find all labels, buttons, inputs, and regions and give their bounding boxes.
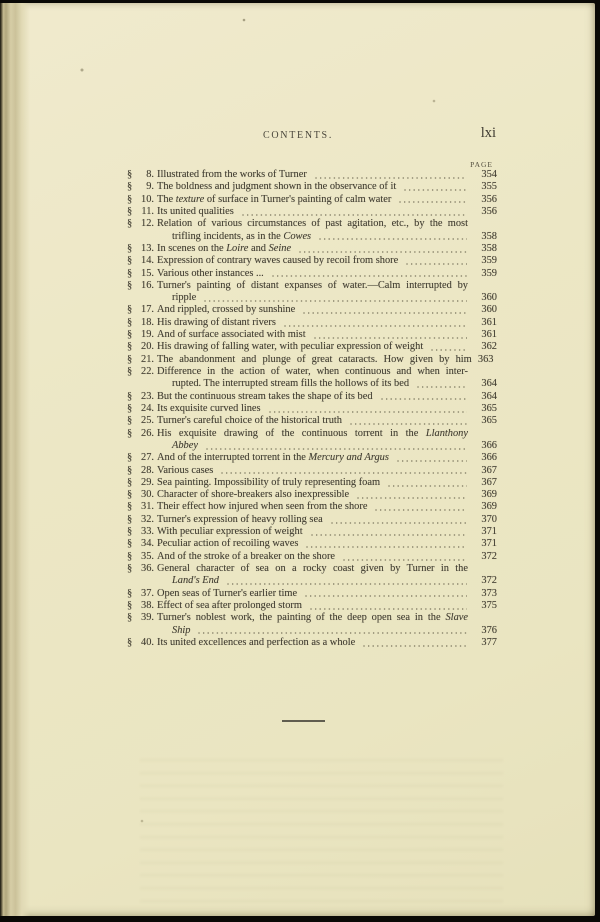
section-mark [127,280,154,292]
section-number: 14. [141,255,154,267]
section-symbol: § [127,205,133,217]
toc-list [127,169,497,649]
page-number: 356 [481,205,497,217]
section-number: 25. [141,415,154,427]
toc-entry [127,501,497,513]
section-symbol: § [127,489,133,501]
toc-line [127,391,497,403]
section-number: 15. [141,267,154,279]
section-mark [127,538,154,550]
toc-line [127,341,497,353]
toc-entry [127,489,497,501]
dot-leader [356,496,467,500]
entry-text: His drawing of distant rivers [157,316,276,328]
section-symbol: § [127,181,133,193]
section-symbol: § [127,193,133,205]
dot-leader [380,397,467,401]
section-mark [127,514,154,526]
section-mark [127,428,154,440]
section-number: 22. [141,366,154,377]
page-number: 355 [481,181,497,193]
section-mark [127,169,154,181]
section-mark [127,206,154,218]
toc-line [127,551,497,563]
page-number: 366 [481,452,497,464]
dot-leader [314,176,467,180]
section-number: 23. [141,390,154,402]
page-number: 377 [481,636,497,648]
section-mark [127,304,154,316]
page-number: 369 [481,489,497,501]
section-symbol: § [127,329,133,341]
toc-line [127,465,497,477]
section-mark [127,341,154,353]
toc-entry [127,268,497,280]
dot-leader [342,558,467,562]
toc-entry [127,612,497,637]
entry-text: And of surface associated with mist [157,329,306,341]
page-number: 371 [481,526,497,538]
book-page [0,3,595,916]
entry-text-continuation: Ship [172,624,191,636]
entry-text: General character of sea on a rocky coast given by Turner in the [157,563,468,574]
section-number: 32. [141,513,154,525]
toc-line [127,625,497,637]
entry-text: Various cases [157,464,214,476]
dot-leader [310,533,467,537]
dot-leader [197,631,467,635]
toc-line [127,612,497,624]
section-symbol: § [127,242,133,254]
dot-leader [313,336,467,340]
page-number: 371 [481,538,497,550]
page-number: 364 [481,378,497,390]
section-mark [127,600,154,612]
entry-text-continuation: ripple [172,292,197,304]
section-mark [127,588,154,600]
section-symbol: § [127,476,133,488]
section-symbol: § [127,513,133,525]
entry-text: Various other instances ... [157,267,264,279]
section-mark [127,477,154,489]
dot-leader [403,188,467,192]
entry-text-continuation: trifling incidents, as in the Cowes [172,230,312,242]
dot-leader [318,237,467,241]
toc-line [127,637,497,649]
dot-leader [302,311,467,315]
page-number: 358 [481,242,497,254]
binding-fold-edge [0,3,30,916]
toc-entry [127,391,497,403]
section-symbol: § [127,427,133,439]
section-symbol: § [127,341,133,353]
dot-leader [205,447,467,451]
entry-text: Character of shore-breakers also inexpressible [157,489,350,501]
entry-text: Difference in the action of water, when continuous and when inter- [157,366,468,377]
page-number: 376 [481,624,497,636]
entry-text: Effect of sea after prolonged storm [157,599,302,611]
entry-text: The abandonment and plunge of great cataracts. How given by him 363 [157,353,494,365]
section-number: 37. [141,587,154,599]
dot-leader [430,348,467,352]
show-through-text [140,759,503,909]
section-symbol: § [127,255,133,267]
section-mark [127,489,154,501]
section-symbol: § [127,304,133,316]
dot-leader [203,299,467,303]
section-mark [127,612,154,624]
page-number: 365 [481,415,497,427]
page-number: 365 [481,402,497,414]
section-number: 27. [141,452,154,464]
page-number: 363 [477,353,494,365]
section-number: 9. [146,181,154,193]
section-number: 30. [141,489,154,501]
toc-entry [127,354,497,366]
toc-line [127,354,497,366]
section-symbol: § [127,218,133,230]
folio-page-number: lxi [480,125,496,141]
toc-entry [127,255,497,267]
toc-line [127,280,497,292]
dot-leader [309,607,467,611]
toc-entry [127,280,497,305]
dot-leader [271,274,467,278]
section-number: 10. [141,193,154,205]
page-number: 356 [481,193,497,205]
section-symbol: § [127,599,133,611]
section-number: 26. [141,427,154,439]
entry-text: Turner's careful choice of the historical truth [157,415,342,427]
toc-line [127,268,497,280]
page-number: 361 [481,316,497,328]
section-symbol: § [127,501,133,513]
section-symbol: § [127,464,133,476]
dot-leader [387,484,467,488]
section-number: 31. [141,501,154,513]
section-mark [127,354,154,366]
entry-text: Turner's expression of heavy rolling sea [157,513,323,525]
page-number: 373 [481,587,497,599]
toc-line [127,526,497,538]
section-mark [127,181,154,193]
toc-line [127,428,497,440]
toc-entry [127,514,497,526]
section-number: 17. [141,304,154,316]
toc-entry [127,600,497,612]
toc-entry [127,403,497,415]
toc-line [127,477,497,489]
toc-entry [127,538,497,550]
toc-line [127,452,497,464]
section-number: 40. [141,636,154,648]
section-number: 38. [141,599,154,611]
section-symbol: § [127,353,133,365]
section-mark [127,255,154,267]
dot-leader [304,594,467,598]
entry-text: Its exquisite curved lines [157,402,261,414]
toc-line [127,169,497,181]
toc-line [127,218,497,230]
section-symbol: § [127,636,133,648]
entry-text: Its united qualities [157,205,234,217]
section-number: 34. [141,538,154,550]
entry-text: Open seas of Turner's earlier time [157,587,298,599]
toc-line [127,206,497,218]
page-number: 367 [481,464,497,476]
section-mark [127,194,154,206]
entry-text: Expression of contrary waves caused by recoil from shore [157,255,399,267]
section-mark [127,366,154,378]
page-number: 370 [481,513,497,525]
toc-line [127,329,497,341]
section-symbol: § [127,415,133,427]
toc-entry [127,415,497,427]
section-number: 24. [141,402,154,414]
page-number: 358 [481,230,497,242]
section-symbol: § [127,366,133,377]
toc-line [127,415,497,427]
section-mark [127,637,154,649]
entry-text: Its united excellences and perfection as a whole [157,636,356,648]
toc-entry [127,526,497,538]
dot-leader [362,644,467,648]
toc-entry [127,366,497,391]
toc-line [127,538,497,550]
toc-line [127,194,497,206]
section-symbol: § [127,550,133,562]
section-symbol: § [127,267,133,279]
toc-line [127,181,497,193]
toc-entry [127,452,497,464]
toc-line [127,243,497,255]
page-number: 362 [481,341,497,353]
dot-leader [305,545,467,549]
dot-leader [374,508,467,512]
section-mark [127,243,154,255]
section-mark [127,551,154,563]
toc-entry [127,218,497,243]
page-number: 354 [481,169,497,180]
section-mark [127,526,154,538]
page-column-label: PAGE [470,160,493,169]
toc-line [127,489,497,501]
dot-leader [398,200,467,204]
section-symbol: § [127,612,133,624]
entry-text: Illustrated from the works of Turner [157,169,307,180]
toc-entry [127,169,497,181]
section-number: 16. [141,279,154,291]
toc-entry [127,317,497,329]
toc-line [127,378,497,390]
section-symbol: § [127,587,133,599]
entry-text: Their effect how injured when seen from the shore [157,501,368,513]
section-symbol: § [127,169,133,180]
toc-line [127,600,497,612]
entry-text: And of the stroke of a breaker on the shore [157,550,336,562]
dot-leader [330,521,467,525]
section-mark [127,465,154,477]
dot-leader [405,262,467,266]
section-symbol: § [127,402,133,414]
section-number: 20. [141,341,154,353]
section-number: 28. [141,464,154,476]
entry-text: And rippled, crossed by sunshine [157,304,296,316]
entry-text: Turner's painting of distant expanses of water.—Calm interrupted by [157,279,468,291]
entry-text: But the continuous stream takes the shape of its bed [157,390,373,402]
section-end-rule [282,720,325,722]
toc-entry [127,588,497,600]
section-mark [127,329,154,341]
dot-leader [396,459,467,463]
section-number: 18. [141,316,154,328]
section-number: 21. [141,353,154,365]
toc-entry [127,329,497,341]
entry-text: And of the interrupted torrent in the Mercury and Argus [157,452,389,464]
entry-text-continuation: Land's End [172,575,219,587]
section-mark [127,317,154,329]
entry-text: With peculiar expression of weight [157,526,303,538]
section-mark [127,403,154,415]
toc-line [127,304,497,316]
page-number: 369 [481,501,497,513]
toc-entry [127,304,497,316]
entry-text-continuation: rupted. The interrupted stream fills the hollows of its bed [172,378,410,390]
section-mark [127,563,154,575]
page-number: 364 [481,390,497,402]
toc-line [127,366,497,378]
toc-entry [127,428,497,453]
section-mark [127,391,154,403]
entry-text: The boldness and judgment shown in the observance of it [157,181,397,193]
dot-leader [349,422,467,426]
section-mark [127,218,154,230]
toc-entry [127,477,497,489]
page-number: 372 [481,550,497,562]
entry-text: The texture of surface in Turner's painting of calm water [157,193,392,205]
toc-line [127,440,497,452]
section-number: 33. [141,526,154,538]
toc-entry [127,206,497,218]
toc-line [127,255,497,267]
toc-line [127,563,497,575]
running-head-contents: CONTENTS. [263,130,334,141]
toc-entry [127,637,497,649]
toc-line [127,575,497,587]
toc-line [127,501,497,513]
section-number: 11. [141,205,154,217]
entry-text: Turner's noblest work, the painting of the deep open sea in the Slave [157,612,468,624]
paper-specks [0,3,2,5]
toc-entry [127,465,497,477]
toc-line [127,231,497,243]
toc-line [127,292,497,304]
dot-leader [241,213,467,217]
section-symbol: § [127,526,133,538]
toc-entry [127,563,497,588]
dot-leader [283,324,467,328]
section-mark [127,501,154,513]
section-mark [127,415,154,427]
page-number: 367 [481,476,497,488]
page-number: 375 [481,599,497,611]
section-symbol: § [127,452,133,464]
entry-text: In scenes on the Loire and Seine [157,242,292,254]
section-number: 39. [141,612,154,624]
entry-text: His drawing of falling water, with peculiar expression of weight [157,341,424,353]
entry-text-continuation: Abbey [172,439,198,451]
toc-line [127,588,497,600]
section-number: 19. [141,329,154,341]
dot-leader [220,471,467,475]
section-mark [127,452,154,464]
dot-leader [416,385,467,389]
toc-entry [127,243,497,255]
dot-leader [298,250,467,254]
section-number: 13. [141,242,154,254]
toc-entry [127,551,497,563]
toc-line [127,403,497,415]
section-mark [127,268,154,280]
section-symbol: § [127,538,133,550]
page-number: 361 [481,329,497,341]
page-number: 366 [481,439,497,451]
toc-entry [127,181,497,193]
page-number: 360 [481,292,497,304]
page-number: 359 [481,255,497,267]
entry-text: His exquisite drawing of the continuous torrent in the Llanthony [157,427,468,439]
page-number: 359 [481,267,497,279]
section-symbol: § [127,390,133,402]
dot-leader [226,582,467,586]
section-symbol: § [127,279,133,291]
toc-entry [127,341,497,353]
dot-leader [268,410,467,414]
section-number: 12. [141,218,154,230]
toc-line [127,317,497,329]
page-number: 372 [481,575,497,587]
section-number: 36. [141,563,154,574]
entry-text: Peculiar action of recoiling waves [157,538,299,550]
section-number: 35. [141,550,154,562]
section-number: 29. [141,476,154,488]
page-number: 360 [481,304,497,316]
section-symbol: § [127,316,133,328]
section-symbol: § [127,563,133,574]
section-number: 8. [146,169,154,180]
entry-text: Sea painting. Impossibility of truly representing foam [157,476,381,488]
toc-line [127,514,497,526]
entry-text: Relation of various circumstances of past agitation, etc., by the most [157,218,468,230]
toc-entry [127,194,497,206]
